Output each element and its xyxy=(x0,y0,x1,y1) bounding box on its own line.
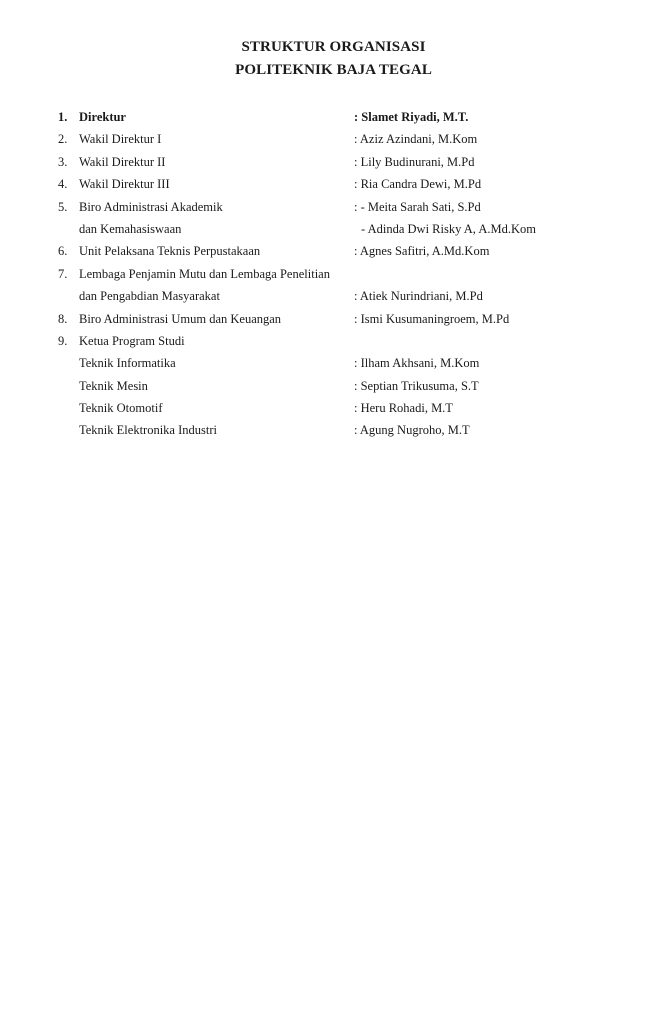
row-number: 3. xyxy=(58,154,68,169)
row-position: Direktur xyxy=(79,110,126,124)
row-number: 1. xyxy=(58,110,68,124)
list-row-lembaga-mutu xyxy=(58,266,618,288)
list-row-ketua-prodi xyxy=(58,333,618,355)
row-holder: : Aziz Azindani, M.Kom xyxy=(354,132,478,147)
list-row-wakil-direktur-3 xyxy=(58,176,618,198)
list-row-prodi-elektronika xyxy=(58,422,618,444)
list-row-biro-akademik xyxy=(58,199,618,221)
row-holder: : Septian Trikusuma, S.T xyxy=(354,378,479,393)
row-position: Wakil Direktur III xyxy=(79,177,170,192)
list-row-perpustakaan xyxy=(58,243,618,265)
row-holder: : Ismi Kusumaningroem, M.Pd xyxy=(354,311,510,326)
document-title-line-2: POLITEKNIK BAJA TEGAL xyxy=(235,62,432,78)
list-row-direktur xyxy=(58,109,618,131)
row-holder: : Agung Nugroho, M.T xyxy=(354,423,470,438)
row-number: 6. xyxy=(58,244,68,259)
row-position: Ketua Program Studi xyxy=(79,333,185,348)
list-row-prodi-informatika xyxy=(58,355,618,377)
row-holder: : Ria Candra Dewi, M.Pd xyxy=(354,177,482,192)
row-position: Biro Administrasi Umum dan Keuangan xyxy=(79,311,282,326)
row-position: Unit Pelaksana Teknis Perpustakaan xyxy=(79,244,261,259)
row-number: 4. xyxy=(58,177,68,192)
list-row-wakil-direktur-1 xyxy=(58,131,618,153)
row-holder: : Agnes Safitri, A.Md.Kom xyxy=(354,244,490,259)
row-position: Wakil Direktur II xyxy=(79,154,166,169)
list-row-biro-akademik-continued xyxy=(58,221,618,243)
row-holder: : Heru Rohadi, M.T xyxy=(354,401,453,416)
row-position: dan Kemahasiswaan xyxy=(79,221,182,236)
row-position: Lembaga Penjamin Mutu dan Lembaga Penelitian xyxy=(79,266,330,281)
row-holder: : - Meita Sarah Sati, S.Pd xyxy=(354,199,481,214)
organization-list xyxy=(58,109,618,445)
row-position: Teknik Elektronika Industri xyxy=(79,423,217,438)
list-row-prodi-mesin xyxy=(58,378,618,400)
list-row-biro-umum xyxy=(58,311,618,333)
list-row-prodi-otomotif xyxy=(58,400,618,422)
row-number: 5. xyxy=(58,199,68,214)
row-number: 9. xyxy=(58,333,68,348)
row-holder: : Ilham Akhsani, M.Kom xyxy=(354,356,480,371)
row-number: 7. xyxy=(58,266,68,281)
document-title-line-1: STRUKTUR ORGANISASI xyxy=(241,39,426,55)
list-row-lembaga-mutu-continued xyxy=(58,288,618,310)
row-position: dan Pengabdian Masyarakat xyxy=(79,289,220,304)
row-holder: : Lily Budinurani, M.Pd xyxy=(354,154,475,169)
row-holder: : Slamet Riyadi, M.T. xyxy=(354,110,469,124)
row-holder: : Atiek Nurindriani, M.Pd xyxy=(354,289,483,304)
row-position: Biro Administrasi Akademik xyxy=(79,199,223,214)
list-row-wakil-direktur-2 xyxy=(58,154,618,176)
row-holder: - Adinda Dwi Risky A, A.Md.Kom xyxy=(361,221,537,236)
row-number: 2. xyxy=(58,132,68,147)
row-position: Teknik Otomotif xyxy=(79,401,163,416)
row-position: Teknik Informatika xyxy=(79,356,176,371)
row-position: Teknik Mesin xyxy=(79,378,148,393)
row-number: 8. xyxy=(58,311,68,326)
row-position: Wakil Direktur I xyxy=(79,132,162,147)
